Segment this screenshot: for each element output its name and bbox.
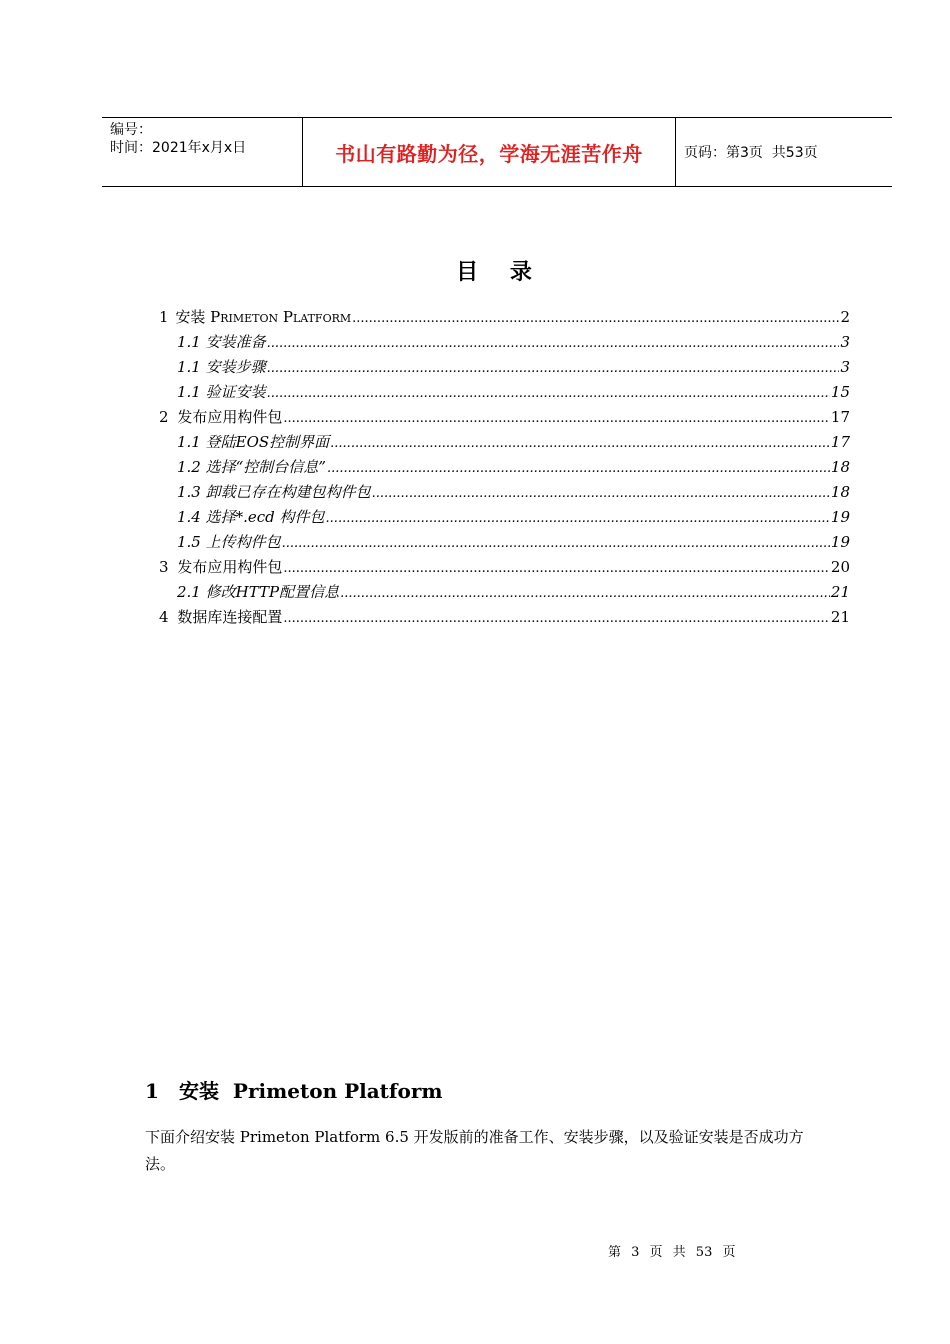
toc-entry-text: 1.2 选择“控制台信息” bbox=[177, 458, 326, 476]
toc-entry-text: 数据库连接配置 bbox=[177, 608, 283, 626]
header-motto-cell bbox=[303, 118, 676, 186]
toc-entry-text: 2.1 修改HTTP配置信息 bbox=[177, 583, 340, 601]
toc-entry-page: 21 bbox=[830, 608, 850, 626]
toc-dot-leader bbox=[282, 531, 830, 556]
toc-dot-leader bbox=[330, 431, 830, 456]
toc-entry-page: 18 bbox=[830, 483, 850, 501]
toc-dot-leader bbox=[352, 306, 839, 331]
toc-entry[interactable] bbox=[159, 505, 850, 530]
toc-dot-leader bbox=[267, 331, 840, 356]
toc-entry[interactable] bbox=[159, 605, 850, 630]
toc-entry-text: 1.4 选择*.ecd 构件包 bbox=[177, 508, 325, 526]
toc-entry-page: 3 bbox=[840, 333, 850, 351]
toc-entry-number: 2 bbox=[159, 408, 169, 426]
toc-entry[interactable] bbox=[159, 380, 850, 405]
header-meta-cell bbox=[102, 118, 303, 186]
toc-entry-number: 1 bbox=[159, 308, 169, 326]
toc-entry-page: 18 bbox=[830, 458, 850, 476]
toc-entry-text: 发布应用构件包 bbox=[177, 408, 283, 426]
toc-dot-leader bbox=[283, 606, 830, 631]
toc-dot-leader bbox=[340, 581, 830, 606]
time-label: 时间：2021年x月x日 bbox=[110, 140, 247, 156]
toc-entry-text: 1.3 卸载已存在构建包构件包 bbox=[177, 483, 371, 501]
toc-entry-page: 19 bbox=[830, 533, 850, 551]
section-title: 安装 Primeton Platform bbox=[179, 1079, 443, 1103]
toc-dot-leader bbox=[326, 506, 830, 531]
toc-entry[interactable] bbox=[159, 455, 850, 480]
toc-entry[interactable] bbox=[159, 430, 850, 455]
toc-entry-page: 2 bbox=[840, 308, 850, 326]
toc-entry[interactable] bbox=[159, 530, 850, 555]
toc-entry-text: 发布应用构件包 bbox=[177, 558, 283, 576]
toc-title: 目 录 bbox=[456, 260, 544, 285]
toc-entry-page: 21 bbox=[830, 583, 850, 601]
toc-entry-page: 17 bbox=[830, 408, 850, 426]
toc-entry[interactable] bbox=[159, 405, 850, 430]
toc-entry[interactable] bbox=[159, 330, 850, 355]
section-heading bbox=[145, 1075, 443, 1104]
toc-entry-page: 19 bbox=[830, 508, 850, 526]
toc-entry[interactable] bbox=[159, 580, 850, 605]
toc-entry[interactable] bbox=[159, 355, 850, 380]
toc-entry[interactable] bbox=[159, 555, 850, 580]
toc-entry-page: 3 bbox=[840, 358, 850, 376]
header-page-cell bbox=[676, 118, 892, 186]
header-page-info: 页码：第3页 共53页 bbox=[684, 145, 818, 161]
table-of-contents bbox=[159, 305, 850, 630]
toc-entry-text: 1.1 安装准备 bbox=[177, 333, 266, 351]
toc-entry-page: 15 bbox=[830, 383, 850, 401]
toc-entry-text: 1.5 上传构件包 bbox=[177, 533, 281, 551]
toc-entry-text: 1.1 安装步骤 bbox=[177, 358, 266, 376]
toc-dot-leader bbox=[283, 406, 830, 431]
toc-entry-number: 4 bbox=[159, 608, 169, 626]
toc-dot-leader bbox=[267, 381, 830, 406]
toc-entry-page: 20 bbox=[830, 558, 850, 576]
motto-text: 书山有路勤为径，学海无涯苦作舟 bbox=[335, 141, 643, 166]
page-header bbox=[102, 117, 892, 187]
toc-entry[interactable] bbox=[159, 480, 850, 505]
number-label: 编号： bbox=[110, 122, 152, 138]
section-paragraph: 下面介绍安装 Primeton Platform 6.5 开发版前的准备工作、安装步骤，以及验证安装是否成功方法。 bbox=[145, 1128, 804, 1173]
toc-entry-page: 17 bbox=[830, 433, 850, 451]
toc-entry[interactable] bbox=[159, 305, 850, 330]
toc-entry-text: 1.1 验证安装 bbox=[177, 383, 266, 401]
section-number: 1 bbox=[145, 1079, 159, 1103]
toc-dot-leader bbox=[327, 456, 830, 481]
page-footer: 第 3 页 共 53 页 bbox=[608, 1245, 736, 1260]
toc-entry-text: 1.1 登陆EOS控制界面 bbox=[177, 433, 330, 451]
toc-dot-leader bbox=[372, 481, 830, 506]
toc-dot-leader bbox=[283, 556, 830, 581]
toc-entry-number: 3 bbox=[159, 558, 169, 576]
toc-dot-leader bbox=[267, 356, 840, 381]
toc-entry-text: 安装 Primeton Platform bbox=[175, 308, 352, 326]
